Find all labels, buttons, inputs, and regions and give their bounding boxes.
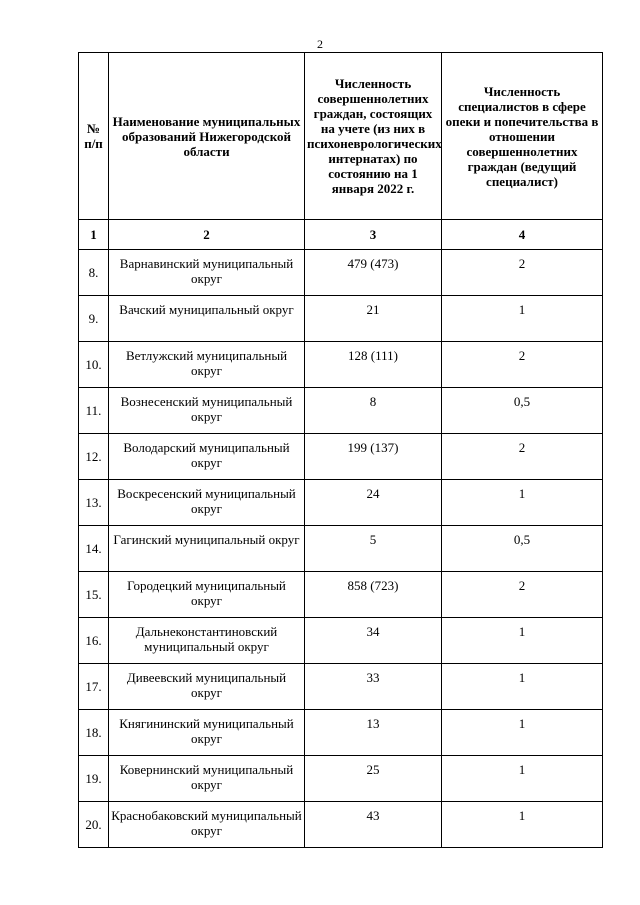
citizen-count: 34 <box>305 618 442 664</box>
data-table <box>78 52 603 848</box>
citizen-count: 43 <box>305 802 442 848</box>
specialist-count: 0,5 <box>442 526 603 572</box>
header-number: № п/п <box>79 53 109 220</box>
table-row <box>79 296 603 342</box>
citizen-count: 5 <box>305 526 442 572</box>
specialist-count: 1 <box>442 480 603 526</box>
municipality-name: Ковернинский муниципальный округ <box>109 756 305 802</box>
table-row <box>79 572 603 618</box>
municipality-name: Воскресенский муниципальный округ <box>109 480 305 526</box>
column-number: 1 <box>79 220 109 250</box>
table-body <box>79 250 603 848</box>
table-row <box>79 342 603 388</box>
column-number: 2 <box>109 220 305 250</box>
row-number: 11. <box>79 388 109 434</box>
municipality-name: Вачский муниципальный округ <box>109 296 305 342</box>
specialist-count: 1 <box>442 618 603 664</box>
table-row <box>79 388 603 434</box>
table-row <box>79 710 603 756</box>
specialist-count: 2 <box>442 572 603 618</box>
column-number: 3 <box>305 220 442 250</box>
municipality-name: Володарский муниципальный округ <box>109 434 305 480</box>
column-number-row <box>79 220 603 250</box>
citizen-count: 24 <box>305 480 442 526</box>
header-citizen-count: Численность совершеннолетних граждан, состоящих на учете (из них в психоневрологических интернатах) по состоянию на 1 января 2022 г. <box>305 53 442 220</box>
row-number: 8. <box>79 250 109 296</box>
municipality-name: Дивеевский муниципальный округ <box>109 664 305 710</box>
specialist-count: 1 <box>442 802 603 848</box>
row-number: 9. <box>79 296 109 342</box>
citizen-count: 128 (111) <box>305 342 442 388</box>
municipality-name: Краснобаковский муниципальный округ <box>109 802 305 848</box>
municipality-name: Городецкий муниципальный округ <box>109 572 305 618</box>
table-row <box>79 664 603 710</box>
citizen-count: 8 <box>305 388 442 434</box>
row-number: 16. <box>79 618 109 664</box>
citizen-count: 479 (473) <box>305 250 442 296</box>
table-row <box>79 434 603 480</box>
row-number: 19. <box>79 756 109 802</box>
table-row <box>79 250 603 296</box>
row-number: 15. <box>79 572 109 618</box>
row-number: 17. <box>79 664 109 710</box>
row-number: 20. <box>79 802 109 848</box>
row-number: 12. <box>79 434 109 480</box>
specialist-count: 0,5 <box>442 388 603 434</box>
citizen-count: 33 <box>305 664 442 710</box>
citizen-count: 21 <box>305 296 442 342</box>
page-number: 2 <box>317 37 323 51</box>
municipality-name: Ветлужский муниципальный округ <box>109 342 305 388</box>
specialist-count: 1 <box>442 664 603 710</box>
table-header-row <box>79 53 603 220</box>
citizen-count: 25 <box>305 756 442 802</box>
municipality-name: Вознесенский муниципальный округ <box>109 388 305 434</box>
municipality-name: Гагинский муниципальный округ <box>109 526 305 572</box>
specialist-count: 2 <box>442 342 603 388</box>
specialist-count: 2 <box>442 434 603 480</box>
citizen-count: 13 <box>305 710 442 756</box>
citizen-count: 858 (723) <box>305 572 442 618</box>
table-row <box>79 526 603 572</box>
table-row <box>79 480 603 526</box>
row-number: 10. <box>79 342 109 388</box>
row-number: 18. <box>79 710 109 756</box>
specialist-count: 1 <box>442 756 603 802</box>
table-row <box>79 756 603 802</box>
header-municipality: Наименование муниципальных образований Нижегородской области <box>109 53 305 220</box>
municipality-name: Варнавинский муниципальный округ <box>109 250 305 296</box>
header-specialist-count: Численность специалистов в сфере опеки и попечительства в отношении совершеннолетних граждан (ведущий специалист) <box>442 53 603 220</box>
citizen-count: 199 (137) <box>305 434 442 480</box>
specialist-count: 2 <box>442 250 603 296</box>
specialist-count: 1 <box>442 710 603 756</box>
municipality-name: Княгининский муниципальный округ <box>109 710 305 756</box>
column-number: 4 <box>442 220 603 250</box>
row-number: 14. <box>79 526 109 572</box>
municipality-name: Дальнеконстантиновский муниципальный округ <box>109 618 305 664</box>
table-row <box>79 618 603 664</box>
table-row <box>79 802 603 848</box>
row-number: 13. <box>79 480 109 526</box>
specialist-count: 1 <box>442 296 603 342</box>
